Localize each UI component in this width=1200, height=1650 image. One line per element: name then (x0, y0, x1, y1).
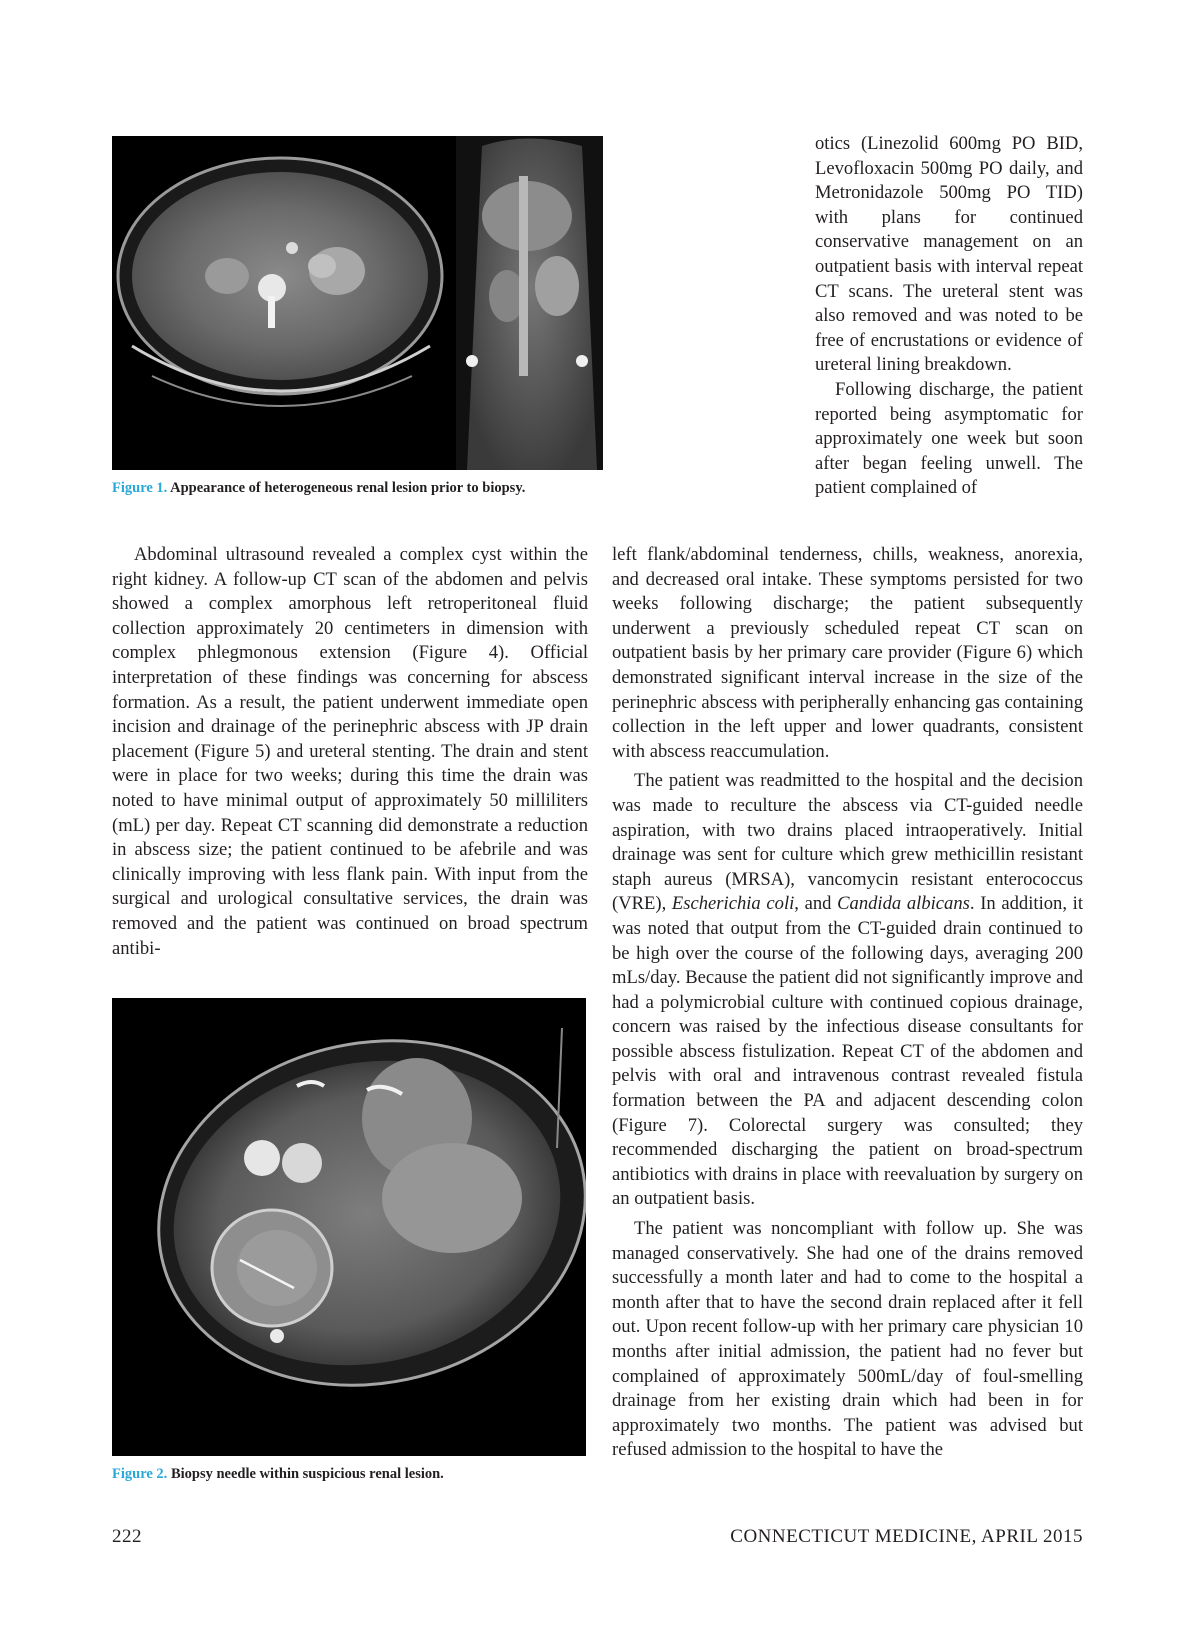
paragraph-readmission-b: , and (794, 893, 838, 915)
figure-1-ct-scans (112, 136, 603, 470)
figure-1-image (112, 136, 603, 470)
paragraph-discharge-start: Following discharge, the patient reported being asymptomatic for approximately one week but soon after began feeling unwell. The patient complained of (815, 378, 1083, 499)
figure-1-caption-text: Appearance of heterogeneous renal lesion prior to biopsy. (170, 480, 526, 496)
figure-2-ct-scan (112, 998, 586, 1456)
species-candida: Candida albicans (837, 893, 970, 915)
figure-2-label: Figure 2. (112, 1466, 168, 1482)
species-ecoli: Escherichia coli (671, 893, 795, 915)
paragraph-readmission-a: The patient was readmitted to the hospital and the decision was made to reculture the abscess via CT-guided needle aspiration, with two drains placed intraoperatively. Initial drainage was sent for culture which grew methicillin resistant staph aureus (MRSA), vancomycin resistant enterococcus (VRE), (612, 770, 1083, 915)
right-top-text (815, 132, 1083, 501)
figure-2-image (112, 998, 586, 1456)
figure-2-caption-text: Biopsy needle within suspicious renal lesion. (170, 1466, 444, 1482)
figure-1-label: Figure 1. (112, 480, 168, 496)
right-column (612, 543, 1083, 1463)
page-number: 222 (112, 1526, 142, 1547)
paragraph-readmission-c: . In addition, it was noted that output from the CT-guided drain continued to be high over the course of the following days, averaging 200 mLs/day. Because the patient did not significantly improve and had a polymicrobial culture with continued copious drainage, concern was raised by the infectious disease consultants for possible abscess fistulization. Repeat CT of the abdomen and pelvis with oral and intravenous contrast revealed fistula formation between the PA and adjacent descending colon (Figure 7). Colorectal surgery was consulted; they recommended discharging the patient on broad-spectrum antibiotics with drains in place with reevaluation by surgery on an outpatient basis. (612, 893, 1083, 1210)
figure-2-caption (112, 1466, 444, 1483)
figure-1-caption (112, 480, 525, 497)
paragraph-noncompliance: The patient was noncompliant with follow up. She was managed conservatively. She had one of the drains removed successfully a month later and had to come to the hospital a month after that to have the second drain replaced after it fell out. Upon recent follow-up with her primary care physician 10 months after initial admission, the patient had no fever but complained of approximately 500mL/day of foul-smelling drainage from her existing drain which had been in for approximately two months. The patient was advised but refused admission to the hospital to have the (612, 1218, 1083, 1461)
journal-footer: CONNECTICUT MEDICINE, APRIL 2015 (730, 1526, 1083, 1547)
paragraph-symptoms: left flank/abdominal tenderness, chills, weakness, anorexia, and decreased oral intake. These symptoms persisted for two weeks following discharge; the patient subsequently underwent a previously scheduled repeat CT scan on outpatient basis by her primary care provider (Figure 6) which demonstrated significant interval increase in the size of the perinephric abscess with peripherally enhancing gas containing collection in the left upper and lower quadrants, consistent with abscess reaccumulation. (612, 544, 1083, 762)
left-column (112, 543, 588, 961)
paragraph-readmission (612, 769, 1083, 1212)
paragraph-antibiotics: otics (Linezolid 600mg PO BID, Levofloxacin 500mg PO daily, and Metronidazole 500mg PO TID) with plans for continued conservative management on an outpatient basis with interval repeat CT scans. The ureteral stent was also removed and was noted to be free of encrustations or evidence of ureteral lining breakdown. (815, 133, 1083, 376)
paragraph-ultrasound: Abdominal ultrasound revealed a complex cyst within the right kidney. A follow-up CT scan of the abdomen and pelvis showed a complex amorphous left retroperitoneal fluid collection approximately 20 centimeters in dimension with complex phlegmonous extension (Figure 4). Official interpretation of these findings was concerning for abscess formation. As a result, the patient underwent immediate open incision and drainage of the perinephric abscess with JP drain placement (Figure 5) and ureteral stenting. The drain and stent were in place for two weeks; during this time the drain was noted to have minimal output of approximately 50 milliliters (mL) per day. Repeat CT scanning did demonstrate a reduction in abscess size; the patient continued to be afebrile and was clinically improving with less flank pain. With input from the surgical and urological consultative services, the drain was removed and the patient was continued on broad spectrum antibi- (112, 544, 588, 959)
